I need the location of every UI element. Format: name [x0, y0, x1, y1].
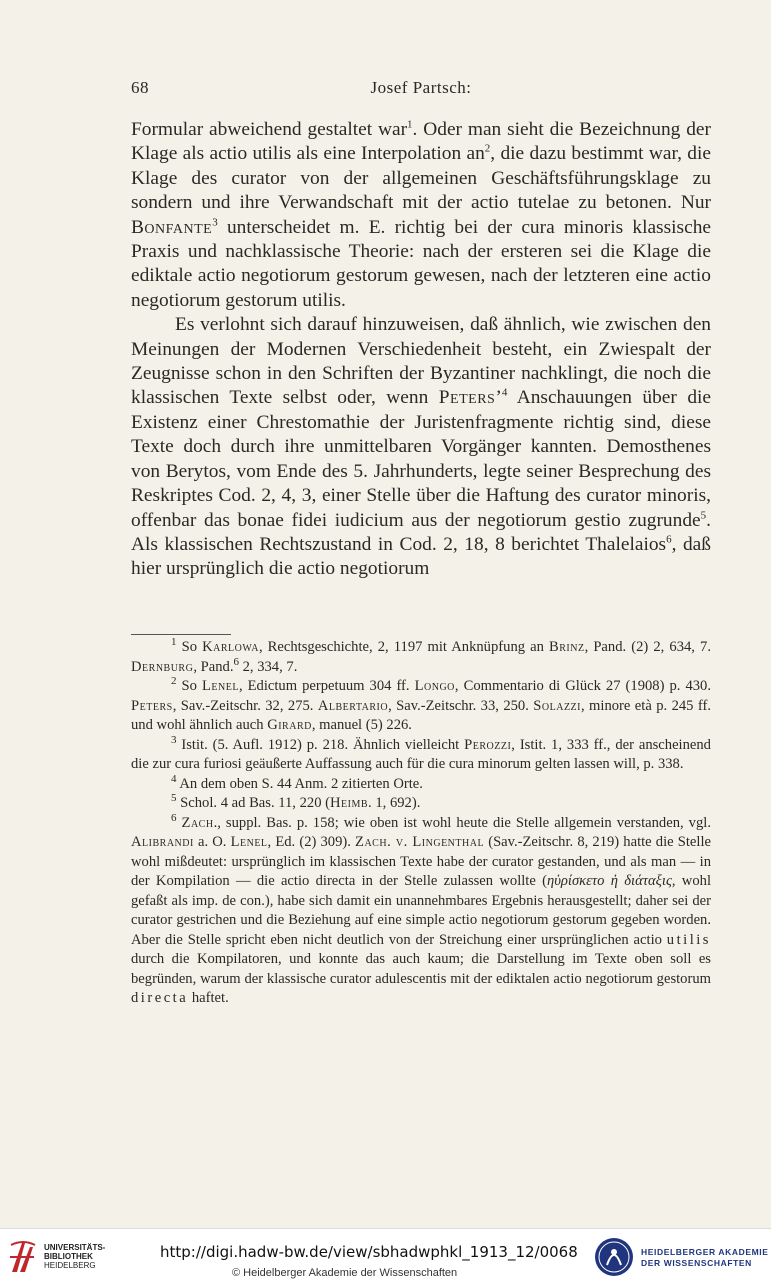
- text-run: , wohl gefaßt als imp. de con.), habe sich damit ein unannehmbares Ergebnis herausgestellt; daher sei der curator gestrichen und die Beziehung auf eine simple actio negotiorum gestorum gegeben worden. Aber die Stelle spricht eben nicht deutlich von der Streichung einer ursprünglichen actio: [131, 873, 711, 948]
- library-name: UNIVERSITÄTS- BIBLIOTHEK HEIDELBERG: [44, 1243, 106, 1270]
- text-run: . 1, 692).: [368, 795, 421, 811]
- text-run: . Als klassischen Rechtszustand in Cod. 2, 18, 8 berichtet Thalelaios: [131, 509, 711, 555]
- text-run: Es verlohnt sich darauf hinzuweisen, daß ähnlich, wie zwischen den Meinungen der Modernen Verschiedenheit besteht, ein Zwiespalt der Zeugnisse schon in den Schriften der Byzantiner nachklingt, die noch die klassischen Texte selbst oder, wenn: [131, 314, 711, 409]
- author-name: Zach. v. Lingenthal: [355, 834, 485, 850]
- author-name: Peters: [131, 697, 173, 714]
- footnote-rule: [131, 634, 231, 635]
- text-run: , manuel (5) 226.: [311, 717, 412, 733]
- emphasis: utilis: [666, 931, 711, 948]
- emphasis: directa: [131, 990, 189, 1006]
- author-name: Brinz: [549, 639, 585, 655]
- footnote: [131, 733, 711, 775]
- footnote-number: 5: [171, 792, 177, 805]
- viewer-footer: [0, 1228, 771, 1285]
- text-run: unterscheidet m. E. richtig bei der cura minoris klassische Praxis und nachklassische Theorie: nach der ersteren sei die Klage die ediktale actio negotiorum gestorum gewesen, nach der letzteren eine actio negotiorum gestorum utilis.: [131, 216, 711, 311]
- text-run: ’: [495, 387, 502, 409]
- text-run: , daß hier ursprünglich die actio negotiorum: [131, 533, 711, 580]
- text-run: , die dazu bestimmt war, die Klage des curator von der allgemeinen Geschäftsführungsklage zu sondern und ihre Verwandschaft mit der actio tutelae zu betonen. Nur: [131, 143, 711, 214]
- text-run: 2, 334, 7.: [238, 658, 298, 675]
- footnote: [131, 794, 711, 814]
- footnote-ref: 6: [233, 655, 239, 668]
- footnote-number: 1: [171, 636, 177, 649]
- footnote-ref: 1: [407, 118, 413, 131]
- text-run: So: [181, 639, 203, 655]
- author-name: Zach: [181, 814, 214, 831]
- text-run: , Pand.: [193, 658, 234, 675]
- author-name: Bonfante: [131, 216, 213, 238]
- author-name: Peters: [438, 387, 496, 409]
- text-run: , Pand. (2) 2, 634, 7.: [584, 639, 711, 655]
- footnote-number: 3: [171, 733, 177, 746]
- footnote-number: 4: [171, 772, 177, 785]
- text-run: . Oder man sieht die Bezeichnung der Klage als actio utilis als eine Interpolation an: [131, 119, 711, 165]
- footnote-number: 6: [171, 811, 177, 824]
- text-run: , Sav.-Zeitschr. 33, 250.: [388, 697, 534, 714]
- paragraph-1: [131, 118, 711, 313]
- text-run: , Ed. (2) 309).: [267, 834, 356, 850]
- author-name: Alibrandi: [131, 834, 194, 850]
- text-run: Istit. (5. Aufl. 1912) p. 218. Ähnlich vielleicht: [181, 736, 465, 753]
- footnote-ref: 6: [666, 533, 672, 546]
- page-number: 68: [131, 78, 149, 97]
- academy-seal-icon[interactable]: [594, 1237, 634, 1277]
- text-run: , Edictum perpetuum 304 ff.: [238, 678, 415, 694]
- academy-name: HEIDELBERGER AKADEMIE DER WISSENSCHAFTEN: [641, 1247, 769, 1268]
- footnote: [131, 677, 711, 736]
- text-run: haftet.: [188, 990, 229, 1006]
- author-name: Lenel: [201, 678, 239, 694]
- text-run: , Sav.-Zeitschr. 32, 275.: [172, 697, 318, 714]
- footnote-ref: 5: [700, 509, 707, 522]
- author-name: Solazzi: [533, 697, 581, 714]
- footnote: [131, 772, 711, 795]
- text-run: So: [181, 678, 202, 694]
- footnotes: [131, 638, 711, 1009]
- greek-text: ηὑρίσκετο ἡ διάταξις: [546, 873, 672, 889]
- footnote-number: 2: [171, 675, 177, 688]
- author-name: Longo: [414, 678, 455, 694]
- text-run: a. O.: [193, 834, 231, 850]
- author-name: Lenel: [230, 834, 268, 850]
- permalink[interactable]: http://digi.hadw-bw.de/view/sbhadwphkl_1913_12/0068: [160, 1243, 578, 1261]
- author-name: Heimb: [330, 795, 369, 811]
- running-title: Josef Partsch:: [370, 78, 472, 97]
- text-run: , Commentario di Glück 27 (1908) p. 430.: [454, 678, 711, 694]
- footnote: [131, 811, 711, 1009]
- footnote-ref: 3: [212, 216, 218, 229]
- footnote-ref: 2: [484, 142, 491, 155]
- author-name: Perozzi: [464, 736, 512, 753]
- text-run: Anschauungen über die Existenz einer Chrestomathie der Juristenfragmente richtig sind, diese Texte doch durch ihre unmittelbaren Vorgänger kannten. Demosthenes von Berytos, vom Ende des 5. Jahrhunderts, legte seiner Besprechung des Reskriptes Cod. 2, 4, 3, einer Stelle über die Haftung des curator minoris, offenbar das bonae fidei iudicium aus der negotiorum gestio zugrunde: [131, 387, 712, 531]
- main-text: [131, 118, 711, 582]
- text-run: Schol. 4 ad Bas. 11, 220 (: [180, 795, 330, 811]
- author-name: Albertario: [317, 697, 389, 714]
- footnote-ref: 4: [501, 387, 508, 399]
- text-run: , Rechtsgeschichte, 2, 1197 mit Anknüpfung an: [258, 639, 549, 655]
- text-run: An dem oben S. 44 Anm. 2 zitierten Orte.: [179, 775, 423, 792]
- footnote: [131, 638, 711, 677]
- author-name: Karlowa: [202, 639, 259, 655]
- text-run: Formular abweichend gestaltet war: [131, 119, 408, 140]
- text-run: , minore età p. 245 ff. und wohl ähnlich auch: [131, 697, 711, 733]
- paragraph-2: [131, 313, 711, 581]
- copyright-notice: © Heidelberger Akademie der Wissenschaften: [232, 1267, 458, 1279]
- text-run: ., suppl. Bas. p. 158; wie oben ist wohl heute die Stelle allgemein verstanden, vgl.: [213, 814, 711, 831]
- text-run: , Istit. 1, 333 ff., der anscheinend die zur cura furiosi geäußerte Auffassung auch für die cura minorum gelten lassen will, p. 338.: [131, 736, 711, 772]
- library-logo-icon[interactable]: [8, 1239, 38, 1275]
- author-name: Girard: [267, 717, 312, 733]
- text-run: (Sav.-Zeitschr. 8, 219) hatte die Stelle wohl mißdeutet: ursprünglich im klassischen Texte habe der curator gestanden, und als man — in der Kompilation — die actio directa in der Stelle zulassen wollte (: [131, 834, 711, 889]
- author-name: Dernburg: [131, 658, 194, 675]
- text-run: durch die Kompilatoren, und konnte das auch kaum; die Darstellung im Texte oben soll es begründen, warum der klassische curator adulescentis mit der ediktalen actio negotiorum gestorum: [131, 951, 711, 987]
